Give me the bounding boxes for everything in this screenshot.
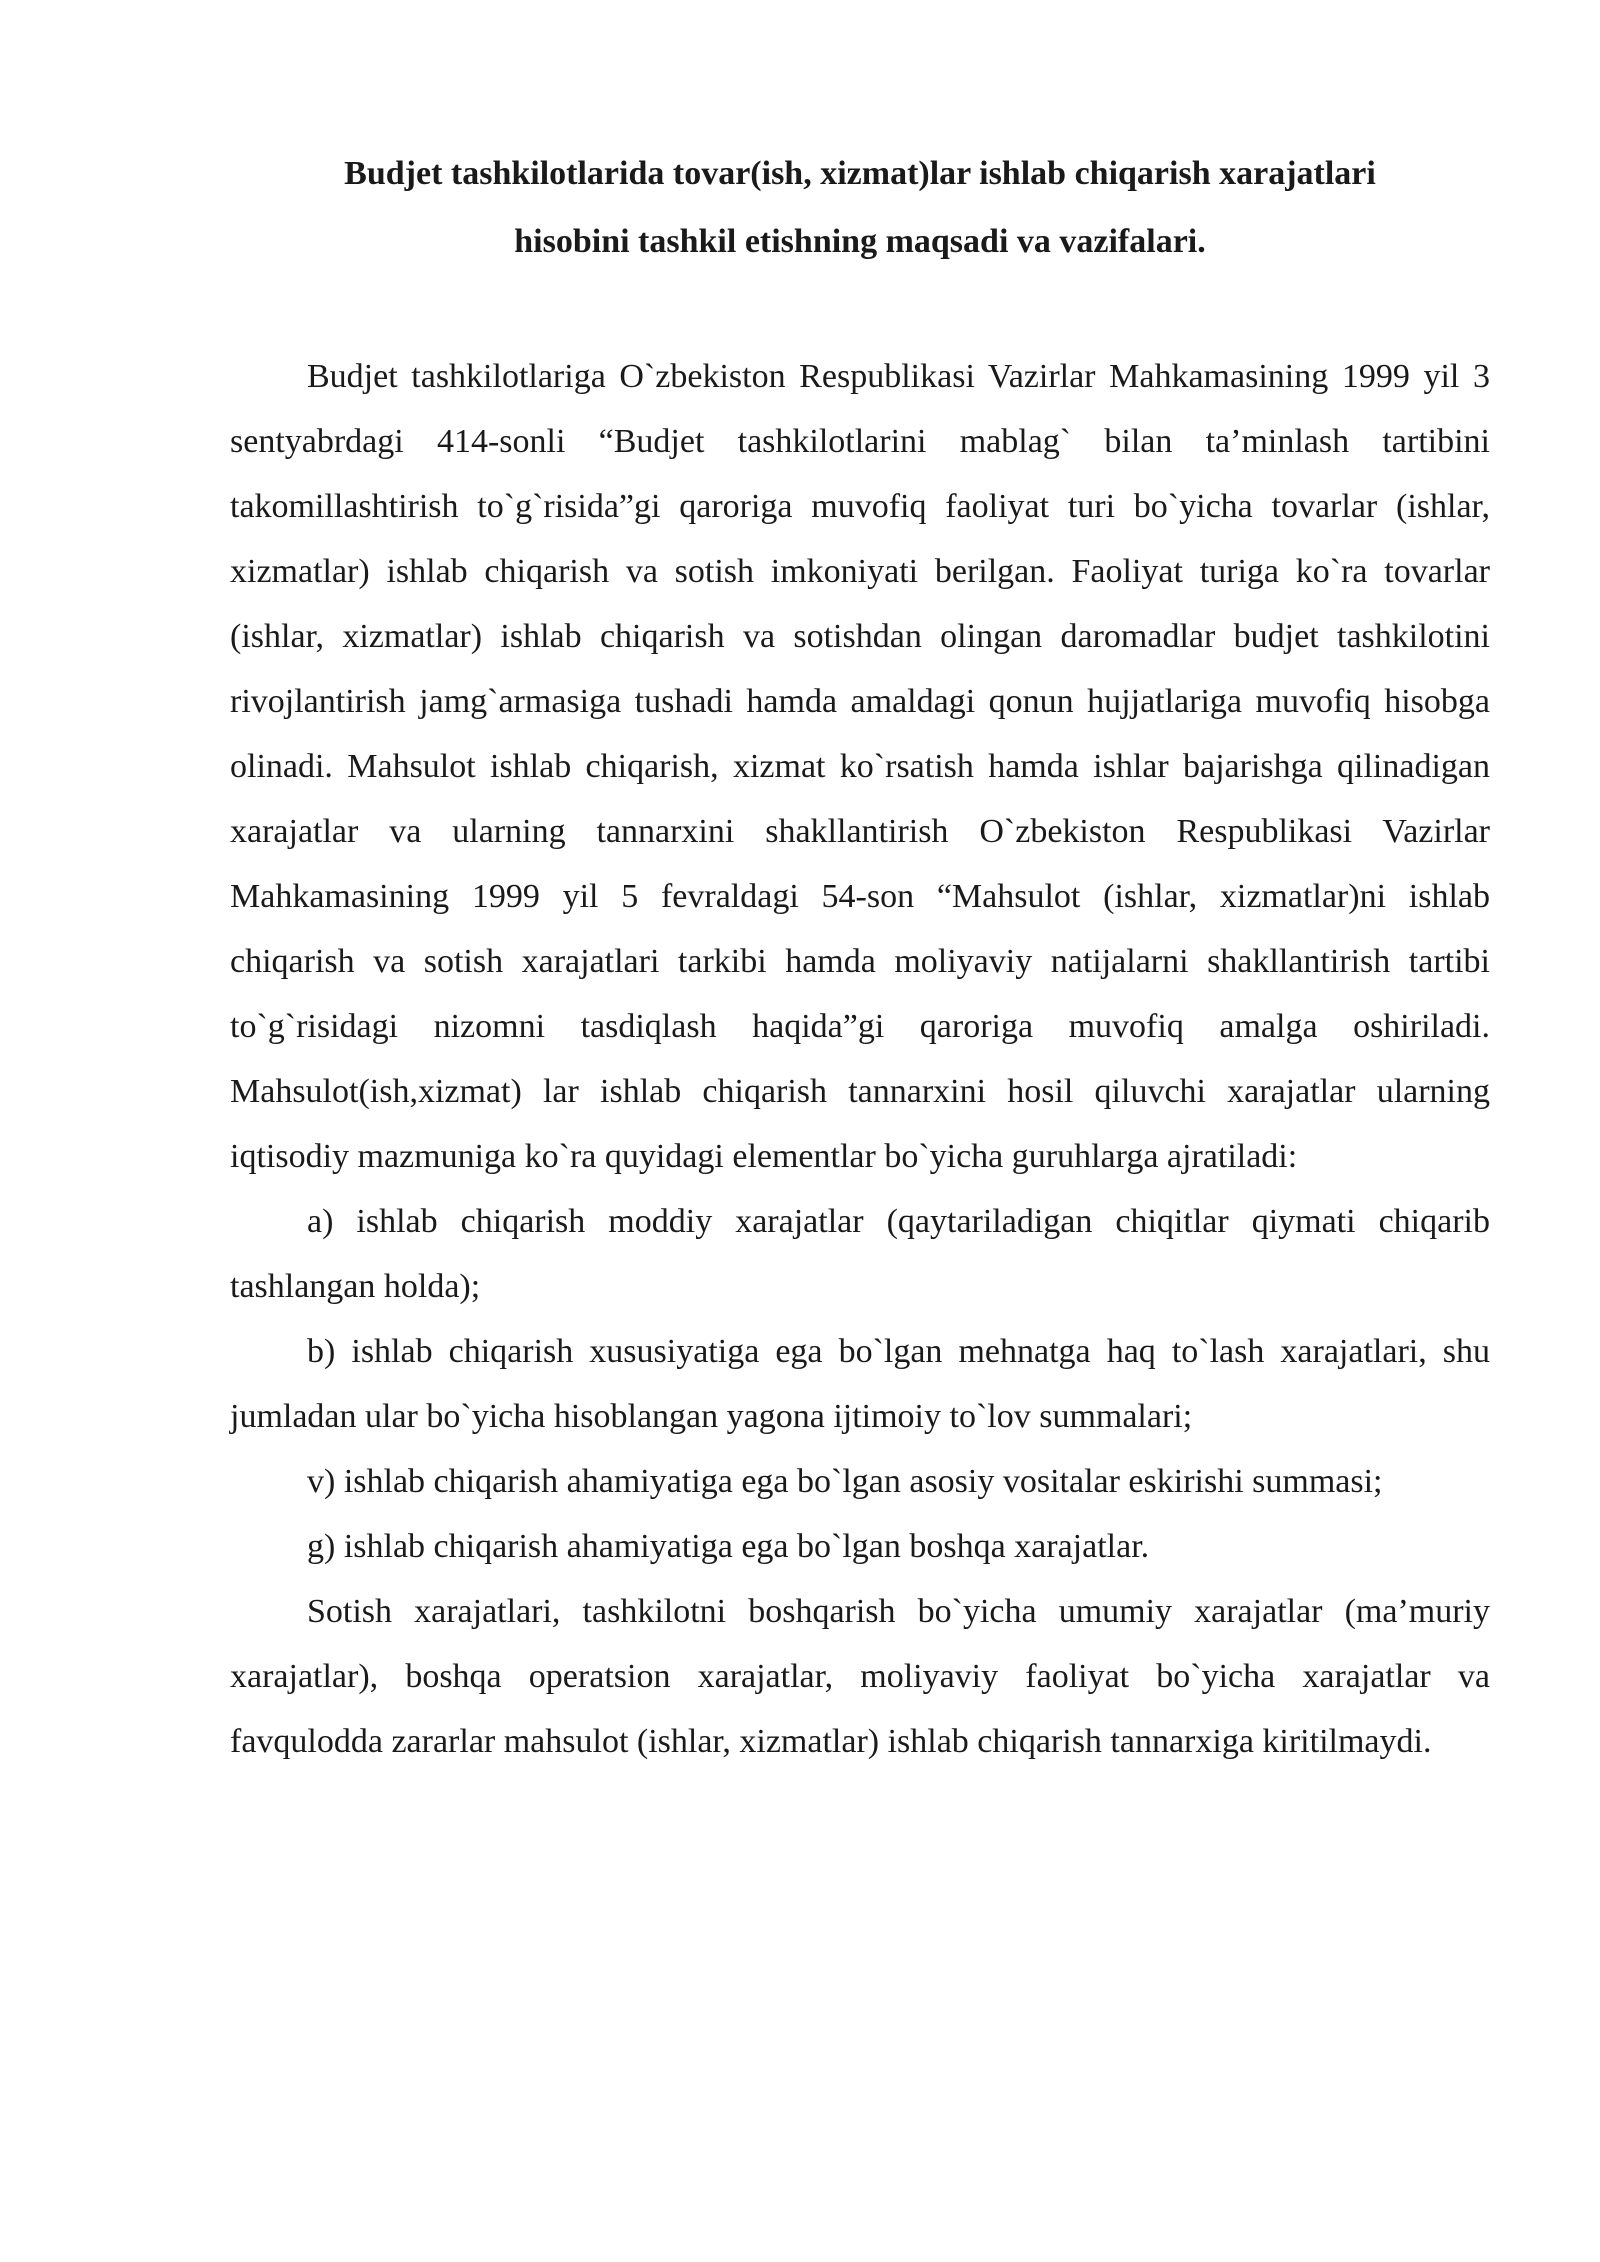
paragraph-closing: Sotish xarajatlari, tashkilotni boshqarish bo`yicha umumiy xarajatlar (ma’muriy xarajatlar), boshqa operatsion xarajatlar, moliyaviy faoliyat bo`yicha xarajatlar va favqulodda zararlar mahsulot (ishlar, xizmatlar) ishlab chiqarish tannarxiga kiritilmaydi. [230,1593,1490,1760]
paragraph-intro: Budjet tashkilotlariga O`zbekiston Respublikasi Vazirlar Mahkamasining 1999 yil 3 sentyabrdagi 414-sonli “Budjet tashkilotlarini mablag` bilan ta’minlash tartibini takomillashtirish to`g`risida”gi qaroriga muvofiq faoliyat turi bo`yicha tovarlar (ishlar, xizmatlar) ishlab chiqarish va sotish imkoniyati berilgan. Faoliyat turiga ko`ra tovarlar (ishlar, xizmatlar) ishlab chiqarish va sotishdan olingan daromadlar budjet tashkilotini rivojlantirish jamg`armasiga tushadi hamda amaldagi qonun hujjatlariga muvofiq hisobga olinadi. Mahsulot ishlab chiqarish, xizmat ko`rsatish hamda ishlar bajarishga qilinadigan xarajatlar va ularning tannarxini shakllantirish O`zbekiston Respublikasi Vazirlar Mahkamasining 1999 yil 5 fevraldagi 54-son “Mahsulot (ishlar, xizmatlar)ni ishlab chiqarish va sotish xarajatlari tarkibi hamda moliyaviy natijalarni shakllantirish tartibi to`g`risidagi nizomni tasdiqlash haqida”gi qaroriga muvofiq amalga oshiriladi. Mahsulot(ish,xizmat) lar ishlab chiqarish tannarxini hosil qiluvchi xarajatlar ularning iqtisodiy mazmuniga ko`ra quyidagi elementlar bo`yicha guruhlarga ajratiladi: [230,358,1490,1175]
list-item-a: a) ishlab chiqarish moddiy xarajatlar (qaytariladigan chiqitlar qiymati chiqarib tashlangan holda); [230,1203,1490,1305]
list-item-v: v) ishlab chiqarish ahamiyatiga ega bo`lgan asosiy vositalar eskirishi summasi; [307,1463,1383,1500]
document-page [230,140,1490,1774]
document-title [230,140,1490,276]
title-line-1: Budjet tashkilotlarida tovar(ish, xizmat)lar ishlab chiqarish xarajatlari [344,155,1376,192]
list-item-b: b) ishlab chiqarish xususiyatiga ega bo`lgan mehnatga haq to`lash xarajatlari, shu jumladan ular bo`yicha hisoblangan yagona ijtimoiy to`lov summalari; [230,1333,1490,1435]
title-line-2: hisobini tashkil etishning maqsadi va vazifalari. [514,223,1206,260]
document-body [230,344,1490,1774]
list-item-g: g) ishlab chiqarish ahamiyatiga ega bo`lgan boshqa xarajatlar. [307,1528,1150,1565]
